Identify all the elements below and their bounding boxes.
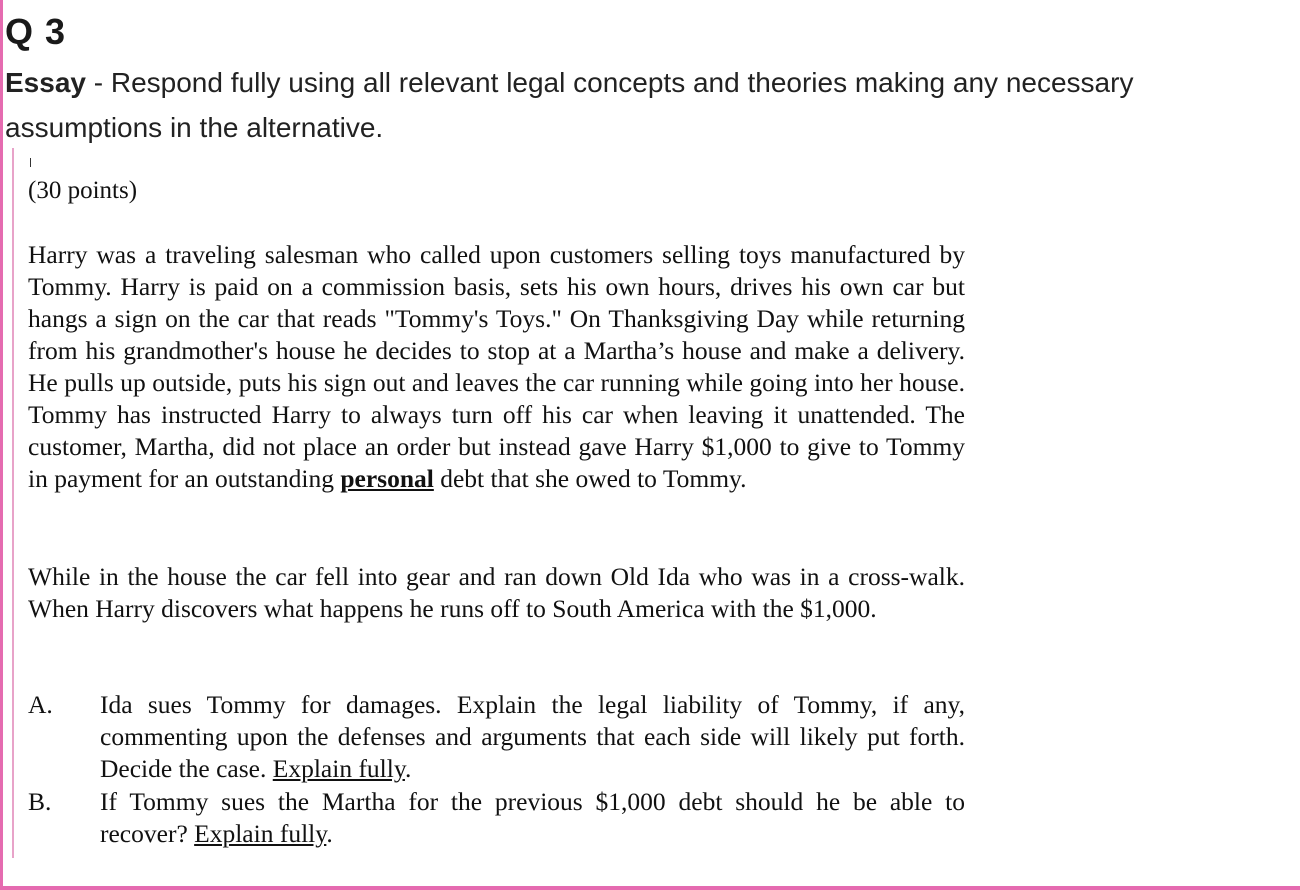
instruction-text: - Respond fully using all relevant legal concepts and theories making any necessary assumptions in the alternative. [5,67,1134,143]
sub-question-letter: B. [28,787,52,816]
sub-question-end: . [326,819,333,848]
fact-paragraph-1-end: debt that she owed to Tommy. [433,464,747,493]
fact-paragraph-1-text: Harry was a traveling salesman who called upon customers selling toys manufactured by Tommy. Harry is paid on a commission basis, sets his own hours, drives his own car but hangs a sign on the car that reads "Tommy's Toys." On Thanksgiving Day while returning from his grandmother's house he decides to stop at a Martha’s house and make a delivery. He pulls up outside, puts his sign out and leaves the car running while going into her house. Tommy has instructed Harry to always turn off his car when leaving it unattended. The customer, Martha, did not place an order but instead gave Harry $1,000 to give to Tommy in payment for an outstanding [28,240,965,493]
sub-question-letter: A. [28,690,53,719]
sub-question-end: . [404,754,412,783]
sub-question-b [28,786,965,850]
question-instructions [5,60,1290,150]
emphasized-word: personal [340,464,434,493]
sub-question-text [100,689,965,785]
sub-question-body: Ida sues Tommy for damages. Explain the legal liability of Tommy, if any, commenting upon the defenses and arguments that each side will likely put forth. Decide the case. [100,690,965,783]
explain-fully-underlined: Explain fully [272,754,405,783]
points-label: (30 points) [28,177,138,204]
sub-question-text [100,786,965,850]
sub-question-a [28,689,965,785]
question-number: Q 3 [5,11,67,52]
sub-question-body: If Tommy sues the Martha for the previous $1,000 debt should he be able to recover? [100,787,965,848]
fact-paragraph-1 [28,239,965,495]
question-type-label: Essay [5,67,86,98]
cursor-mark [30,158,31,167]
scanned-question-image [12,148,989,858]
explain-fully-underlined: Explain fully [194,819,327,848]
fact-paragraph-2: While in the house the car fell into gear and ran down Old Ida who was in a cross-walk. When Harry discovers what happens he runs off to South America with the $1,000. [28,562,965,623]
